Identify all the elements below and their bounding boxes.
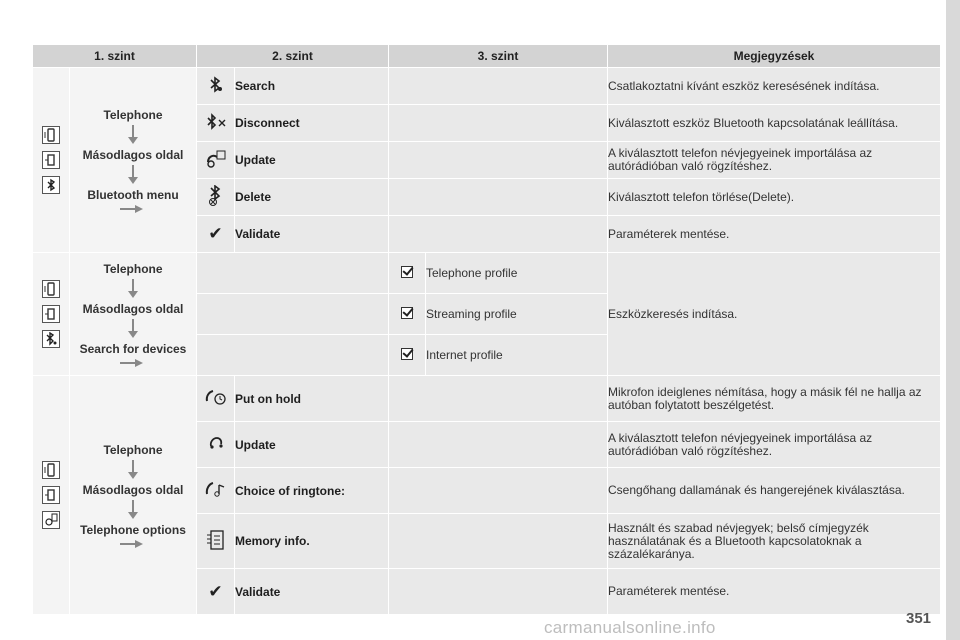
row-icon-cell: [197, 514, 235, 569]
header-level1: 1. szint: [33, 45, 197, 68]
option-checkbox-cell: [389, 335, 426, 376]
arrow-down-icon: [126, 165, 140, 185]
secondary-page-icon: [42, 305, 60, 323]
header-level3: 3. szint: [389, 45, 608, 68]
secondary-page-icon: [42, 486, 60, 504]
row-label: Put on hold: [235, 376, 389, 422]
arrow-down-icon: [126, 279, 140, 299]
page-edge-bar: [946, 0, 960, 640]
row-icon-cell: [197, 468, 235, 514]
row-note: Kiválasztott eszköz Bluetooth kapcsolatának leállítása.: [608, 105, 941, 142]
arrow-right-icon: [120, 204, 144, 214]
header-row: [33, 45, 941, 68]
level1-step: Telephone: [103, 262, 163, 276]
arrow-right-icon: [120, 358, 144, 368]
bluetooth-search-icon: [207, 76, 225, 94]
level1-chain-search: [70, 253, 197, 376]
telephone-options-icon: [42, 511, 60, 529]
arrow-down-icon: [126, 460, 140, 480]
level3-empty: [389, 569, 608, 615]
bluetooth-delete-icon: [206, 185, 226, 207]
row-label: Memory info.: [235, 514, 389, 569]
phone-menu-icon: [42, 280, 60, 298]
row-note: Használt és szabad névjegyek; belső címjegyzék használatának és a Bluetooth kapcsolatoknak a százalékaránya.: [608, 514, 941, 569]
row-note: Csatlakoztatni kívánt eszköz keresésének indítása.: [608, 68, 941, 105]
secondary-page-icon: [42, 151, 60, 169]
search-devices-icon: [42, 330, 60, 348]
level3-empty: [389, 105, 608, 142]
page-number: 351: [906, 610, 932, 627]
row-label: Validate: [235, 216, 389, 253]
row-icon-cell: [197, 68, 235, 105]
check-icon: ✔: [208, 224, 223, 243]
level3-empty: [389, 468, 608, 514]
check-icon: ✔: [208, 581, 223, 601]
level3-empty: [389, 216, 608, 253]
row-label: Validate: [235, 569, 389, 615]
level3-empty: [389, 68, 608, 105]
row-icon-cell: [197, 179, 235, 216]
arrow-right-icon: [120, 539, 144, 549]
header-level2: 2. szint: [197, 45, 389, 68]
level1-icons-bluetooth: [33, 68, 70, 253]
level3-empty: [389, 142, 608, 179]
level1-icons-options: [33, 376, 70, 615]
row-label: Delete: [235, 179, 389, 216]
row-label: Search: [235, 68, 389, 105]
phone-menu-icon: [42, 461, 60, 479]
level1-step: Search for devices: [79, 342, 187, 356]
level2-empty: [197, 294, 389, 335]
row-icon-cell: [197, 216, 235, 253]
put-on-hold-icon: [204, 387, 228, 407]
memory-info-icon: [205, 529, 227, 551]
row-icon-cell: [197, 569, 235, 615]
watermark: carmanualsonline.info: [544, 618, 716, 637]
row-note: Eszközkeresés indítása.: [608, 253, 941, 376]
level1-chain-bluetooth: [70, 68, 197, 253]
level1-step: Bluetooth menu: [87, 188, 179, 202]
level3-empty: [389, 422, 608, 468]
row-icon-cell: [197, 105, 235, 142]
level1-step: Telephone options: [80, 523, 186, 537]
row-icon-cell: [197, 422, 235, 468]
level1-step: Másodlagos oldal: [82, 302, 184, 316]
row-label: Disconnect: [235, 105, 389, 142]
ringtone-icon: [204, 479, 228, 499]
checkbox-icon[interactable]: [401, 266, 413, 278]
level3-empty: [389, 179, 608, 216]
arrow-down-icon: [126, 319, 140, 339]
table-row: [33, 376, 941, 422]
level1-step: Telephone: [103, 108, 163, 122]
level1-step: Telephone: [103, 443, 163, 457]
option-label: Streaming profile: [426, 294, 608, 335]
table-row: [33, 253, 941, 294]
header-notes: Megjegyzések: [608, 45, 941, 68]
row-note: Mikrofon ideiglenes némítása, hogy a másik fél ne hallja az autóban folytatott beszélgetést.: [608, 376, 941, 422]
phone-update-icon: [205, 149, 227, 169]
row-note: A kiválasztott telefon névjegyeinek importálása az autórádióban való rögzítéshez.: [608, 142, 941, 179]
row-icon-cell: [197, 142, 235, 179]
option-label: Internet profile: [426, 335, 608, 376]
checkbox-icon[interactable]: [401, 307, 413, 319]
phone-menu-icon: [42, 126, 60, 144]
option-checkbox-cell: [389, 294, 426, 335]
bluetooth-disconnect-icon: [205, 113, 227, 131]
level1-chain-options: [70, 376, 197, 615]
settings-table: [32, 44, 941, 615]
level2-empty: [197, 253, 389, 294]
level2-empty: [197, 335, 389, 376]
arrow-down-icon: [126, 500, 140, 520]
level1-step: Másodlagos oldal: [82, 148, 184, 162]
level3-empty: [389, 514, 608, 569]
row-note: Paraméterek mentése.: [608, 569, 941, 615]
arrow-down-icon: [126, 125, 140, 145]
option-label: Telephone profile: [426, 253, 608, 294]
row-label: Update: [235, 422, 389, 468]
row-note: Paraméterek mentése.: [608, 216, 941, 253]
option-checkbox-cell: [389, 253, 426, 294]
level1-step: Másodlagos oldal: [82, 483, 184, 497]
row-label: Update: [235, 142, 389, 179]
checkbox-icon[interactable]: [401, 348, 413, 360]
row-label: Choice of ringtone:: [235, 468, 389, 514]
row-note: Kiválasztott telefon törlése(Delete).: [608, 179, 941, 216]
table-row: [33, 68, 941, 105]
update-icon: [207, 434, 225, 452]
row-note: Csengőhang dallamának és hangerejének kiválasztása.: [608, 468, 941, 514]
row-note: A kiválasztott telefon névjegyeinek importálása az autórádióban való rögzítéshez.: [608, 422, 941, 468]
row-icon-cell: [197, 376, 235, 422]
level1-icons-search: [33, 253, 70, 376]
level3-empty: [389, 376, 608, 422]
bluetooth-icon: [42, 176, 60, 194]
